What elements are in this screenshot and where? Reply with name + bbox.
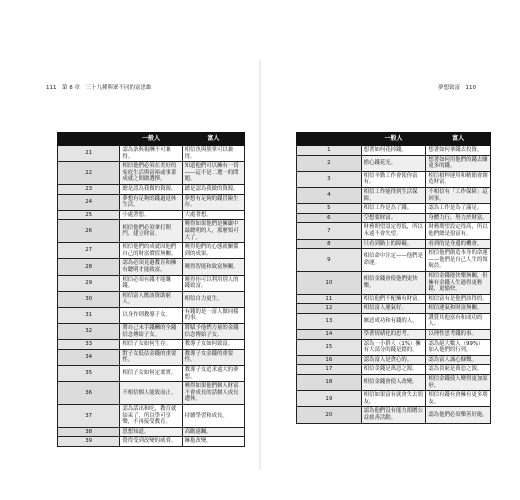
ordinary-cell: 認為話出和吃，教育就結束了，所以學可享樂，不再接受教育。 (120, 405, 182, 428)
ordinary-cell: 對子女低估金錢的重要性。 (120, 349, 182, 365)
row-number: 19 (297, 391, 362, 407)
table-row (58, 162, 245, 185)
ordinary-cell: 夢想有足夠的錢過退休生活。 (120, 194, 182, 210)
row-number: 6 (297, 213, 362, 223)
left-table-body (58, 146, 245, 447)
table-row (58, 220, 245, 243)
table-row (297, 355, 491, 365)
rich-cell: 相信金錢使人變得更加原形。 (426, 375, 491, 391)
rich-cell: 知道他們可以擁有一切——這不是二選一的問題。 (182, 162, 244, 185)
right-table-col-rich: 富人 (426, 133, 491, 146)
ordinary-cell: 以身作則教導子女。 (120, 307, 182, 323)
table-row (297, 271, 491, 294)
rich-cell: 教導子女追求遠大的夢想。 (182, 366, 244, 382)
row-number: 31 (58, 307, 120, 323)
rich-cell: 認為工作是為了滿足。 (426, 204, 491, 214)
row-number: 39 (58, 437, 120, 447)
row-number: 35 (58, 366, 120, 382)
rich-cell: 大處著想。 (182, 210, 244, 220)
rich-cell: 曉得如果他們個人財富不會成長的話個人成長遭休。 (182, 382, 244, 405)
table-row (297, 304, 491, 314)
ordinary-cell: 認為富人是貪心的。 (361, 355, 426, 365)
rich-cell: 看到的是身邊的機會。 (426, 239, 491, 249)
left-table-header-row (58, 133, 245, 146)
row-number: 37 (58, 405, 120, 428)
rich-cell: 將賦予他們力量的金錢信念傳給子女。 (182, 324, 244, 340)
ordinary-cell: 相信金錢會使他們更快樂。 (361, 271, 426, 294)
row-number: 25 (58, 210, 120, 220)
table-row (58, 340, 245, 350)
rich-cell: 認為貧窮是萬惡之源。 (426, 365, 491, 375)
table-row (297, 365, 491, 375)
table-row (58, 184, 245, 194)
left-comparison-table (57, 132, 245, 447)
row-number: 8 (297, 239, 362, 249)
table-row (58, 349, 245, 365)
rich-cell: 擁抱改變。 (182, 437, 244, 447)
rich-cell: 相信他們創造本身的命運——他們是自己人生的領航員。 (426, 249, 491, 272)
ordinary-cell: 相信富人運氣好。 (361, 304, 426, 314)
rich-cell: 教導子女金錢的重要性。 (182, 349, 244, 365)
table-row (297, 155, 491, 171)
row-number: 36 (58, 382, 120, 405)
ordinary-cell: 認為条與報酬不可兼得。 (120, 146, 182, 162)
rich-cell: 以理性思考錢的事。 (426, 330, 491, 340)
rich-cell: 曉得他們的心態就關係到的成果。 (182, 243, 244, 259)
row-number: 29 (58, 275, 120, 291)
table-row (58, 259, 245, 275)
table-row (297, 391, 491, 407)
rich-cell: 認為富人誠心慷慨。 (426, 355, 491, 365)
ordinary-cell: 相信他們不配擁有財富。 (361, 294, 426, 304)
right-page-header-text: 夢想致富 110 (438, 85, 476, 91)
row-number: 18 (297, 375, 362, 391)
table-row (297, 171, 491, 187)
row-number: 13 (297, 313, 362, 329)
rich-cell: 有錢的是一富人做同樣的事。 (182, 307, 244, 323)
table-row (297, 375, 491, 391)
book-spine (259, 60, 261, 470)
table-row (297, 294, 491, 304)
right-table-body (297, 146, 491, 424)
row-number: 38 (58, 427, 120, 437)
rich-cell: 相信富有是他們該得的。 (426, 294, 491, 304)
rich-cell: 相信運氣和財富無關。 (426, 304, 491, 314)
ordinary-cell: 相信子女如何定要實。 (120, 366, 182, 382)
ordinary-cell: 相信工作是為了錢。 (361, 204, 426, 214)
rich-cell: 持續學習和成長。 (182, 405, 244, 428)
row-number: 32 (58, 324, 120, 340)
table-row (297, 339, 491, 355)
rich-cell: 高瞻遠矚。 (182, 427, 244, 437)
row-number: 11 (297, 294, 362, 304)
ordinary-cell: 擔心錢花光。 (361, 155, 426, 171)
table-row (58, 291, 245, 307)
rich-cell: 讚賞其他富有和成功的人。 (426, 313, 491, 329)
ordinary-cell: 認為一小群人（1%）擁有大部分的錢是錯的。 (361, 339, 426, 355)
ordinary-cell: 相信他們的成就因他們自己的財富價值無關。 (120, 243, 182, 259)
row-number: 34 (58, 349, 120, 365)
rich-cell: 曉得智能和致富無關。 (182, 259, 244, 275)
table-row (297, 223, 491, 239)
ordinary-cell: 相信他們必須在美好的家庭生活與富裕或事業成就之間做選擇。 (120, 162, 182, 185)
table-row (58, 366, 245, 382)
rich-cell: 夢想有足夠的錢冒險生存。 (182, 194, 244, 210)
table-row (297, 407, 491, 423)
ordinary-cell: 認為他們沒有能力捐贈公益慈善活動。 (361, 407, 426, 423)
ordinary-cell: 認為必須見過教育和擁有聰明才能致富。 (120, 259, 182, 275)
row-number: 24 (58, 194, 120, 210)
ordinary-cell: 空想要財富。 (361, 213, 426, 223)
ordinary-cell: 將自己未手錢酬的全錢信念傳給子女。 (120, 324, 182, 340)
left-page-header (46, 83, 152, 91)
row-number: 15 (297, 339, 362, 355)
row-number: 9 (297, 249, 362, 272)
ordinary-cell: 財務期望設定得低，所以永遠不會失望。 (361, 223, 426, 239)
rich-cell: 相信有錢有會擁有更多朋友。 (426, 391, 491, 407)
table-row (297, 146, 491, 156)
left-table-col-ordinary: 一般人 (120, 133, 182, 146)
table-row (297, 313, 491, 329)
rich-cell: 不相信有「工作保障」這回事。 (426, 187, 491, 203)
row-number: 4 (297, 187, 362, 203)
row-number: 30 (58, 291, 120, 307)
ordinary-cell: 相信金錢是萬惡之源。 (361, 365, 426, 375)
row-number: 14 (297, 330, 362, 340)
rich-cell: 認為他們必須樂善好施。 (426, 407, 491, 423)
ordinary-cell: 相信金錢會使人改變。 (361, 375, 426, 391)
table-row (58, 437, 245, 447)
rich-cell: 總是認為我做的資源。 (182, 184, 244, 194)
ordinary-cell: 厭惡成功和有錢的人。 (361, 313, 426, 329)
rich-cell: 相信自力更生。 (182, 291, 244, 307)
ordinary-cell: 不相信個人能致而止。 (120, 382, 182, 405)
ordinary-cell: 相信他們必須拿打開門、建立財富。 (120, 220, 182, 243)
table-row (58, 405, 245, 428)
ordinary-cell: 相信富人應該資助窮人。 (120, 291, 182, 307)
table-row (58, 275, 245, 291)
ordinary-cell: 想著如何花掉錢。 (361, 146, 426, 156)
rich-cell: 想著如何用他們的錢去賺更多的錢。 (426, 155, 491, 171)
table-row (58, 427, 245, 437)
ordinary-cell: 相信子女如何生存。 (120, 340, 182, 350)
ordinary-cell: 學著情緒化的思考。 (361, 330, 426, 340)
rich-cell: 相信槓桿運用和精簡會創造財富。 (426, 171, 491, 187)
row-number: 21 (58, 146, 120, 162)
rich-cell: 想著如何拿錢去投資。 (426, 146, 491, 156)
table-row (58, 324, 245, 340)
row-number: 22 (58, 162, 120, 185)
ordinary-cell: 相信辛勤工作會使你富有。 (361, 171, 426, 187)
row-number: 27 (58, 243, 120, 259)
row-number: 17 (297, 365, 362, 375)
ordinary-cell: 覺得受到改變的威脅。 (120, 437, 182, 447)
ordinary-cell: 相信命中注定——他們是命運。 (361, 249, 426, 272)
row-number: 1 (297, 146, 362, 156)
ordinary-cell: 相信工作能得到生活保障。 (361, 187, 426, 203)
row-number: 7 (297, 223, 362, 239)
table-row (58, 210, 245, 220)
row-number: 3 (297, 171, 362, 187)
row-number: 10 (297, 271, 362, 294)
rich-cell: 教導子女如何致富。 (182, 340, 244, 350)
rich-cell: 認為絕大數人（99%）加入他們的行列。 (426, 339, 491, 355)
row-number: 23 (58, 184, 120, 194)
row-number: 16 (297, 355, 362, 365)
ordinary-cell: 相信如果富有就會失去朋友。 (361, 391, 426, 407)
right-page-header (438, 83, 476, 91)
table-row (58, 307, 245, 323)
table-row (297, 239, 491, 249)
ordinary-cell: 思想知道。 (120, 427, 182, 437)
table-row (297, 204, 491, 214)
row-number: 2 (297, 155, 362, 171)
rich-cell: 相信金錢能快樂無關，但擁有金錢人生過得更輕鬆，更愉快。 (426, 271, 491, 294)
ordinary-cell: 小處著想。 (120, 210, 182, 220)
rich-cell: 身體力行，努力於財富。 (426, 213, 491, 223)
left-page-header-text: 111 第 8 章 三十九種與眾不同的富思維 (46, 85, 152, 91)
table-row (58, 243, 245, 259)
table-row (58, 382, 245, 405)
left-table-col-rich: 富人 (182, 133, 244, 146)
table-row (58, 146, 245, 162)
right-table-corner (297, 133, 362, 146)
right-table-header-row (297, 133, 491, 146)
right-table-col-ordinary: 一般人 (361, 133, 426, 146)
table-row (297, 187, 491, 203)
row-number: 28 (58, 259, 120, 275)
ordinary-cell: 總是認為我做的資源。 (120, 184, 182, 194)
row-number: 26 (58, 220, 120, 243)
rich-cell: 財務期望設定得高，所以他們總是很富有。 (426, 223, 491, 239)
rich-cell: 曉得你可以利用別人的錢致富。 (182, 275, 244, 291)
row-number: 5 (297, 204, 362, 214)
table-row (58, 194, 245, 210)
right-comparison-table (296, 132, 491, 424)
rich-cell: 相信魚與熊掌可以兼得。 (182, 146, 244, 162)
ordinary-cell: 相信必須有錢才能賺錢。 (120, 275, 182, 291)
table-row (297, 330, 491, 340)
row-number: 12 (297, 304, 362, 314)
left-table-corner (58, 133, 120, 146)
row-number: 20 (297, 407, 362, 423)
table-row (297, 249, 491, 272)
ordinary-cell: 只看到路上的障礙。 (361, 239, 426, 249)
table-row (297, 213, 491, 223)
rich-cell: 曉得如果他們是擁嚴中最聰明的人，那麼領可大了。 (182, 220, 244, 243)
row-number: 33 (58, 340, 120, 350)
